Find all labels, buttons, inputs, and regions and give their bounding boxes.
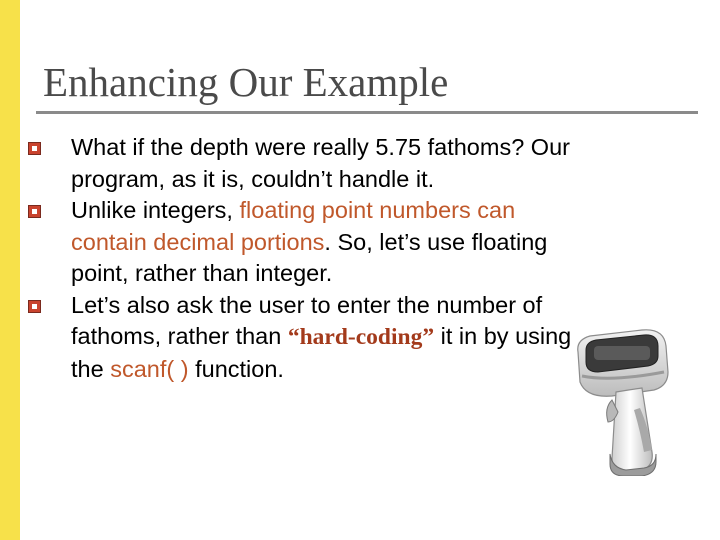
- bullet-text: What if the depth were really 5.75 fathoms? Our program, as it is, couldn’t handle it.: [71, 134, 570, 192]
- square-bullet-icon: [28, 205, 41, 218]
- barcode-scanner-icon: [572, 326, 676, 476]
- slide-title: Enhancing Our Example: [43, 59, 449, 105]
- highlighted-phrase: floating point numbers can contain decimal portions: [71, 197, 516, 255]
- bullet-item: [28, 195, 588, 290]
- emphasized-phrase: “hard-coding”: [287, 324, 435, 350]
- square-bullet-icon: [28, 142, 41, 155]
- bullet-text: Let’s also ask the user to enter the number of fathoms, rather than: [71, 291, 543, 349]
- code-function-name: scanf( ): [110, 355, 189, 382]
- square-bullet-icon: [28, 300, 41, 313]
- bullet-list: [28, 132, 588, 385]
- bullet-item: [28, 290, 588, 386]
- bullet-text: function.: [188, 355, 284, 382]
- bullet-text: . So, let’s use floating point, rather than integer.: [71, 228, 548, 286]
- title-underline: [36, 111, 698, 114]
- accent-bar: [0, 0, 20, 540]
- bullet-text: Unlike integers,: [71, 197, 240, 223]
- bullet-text: it in by using the: [71, 323, 572, 382]
- bullet-item: [28, 132, 588, 195]
